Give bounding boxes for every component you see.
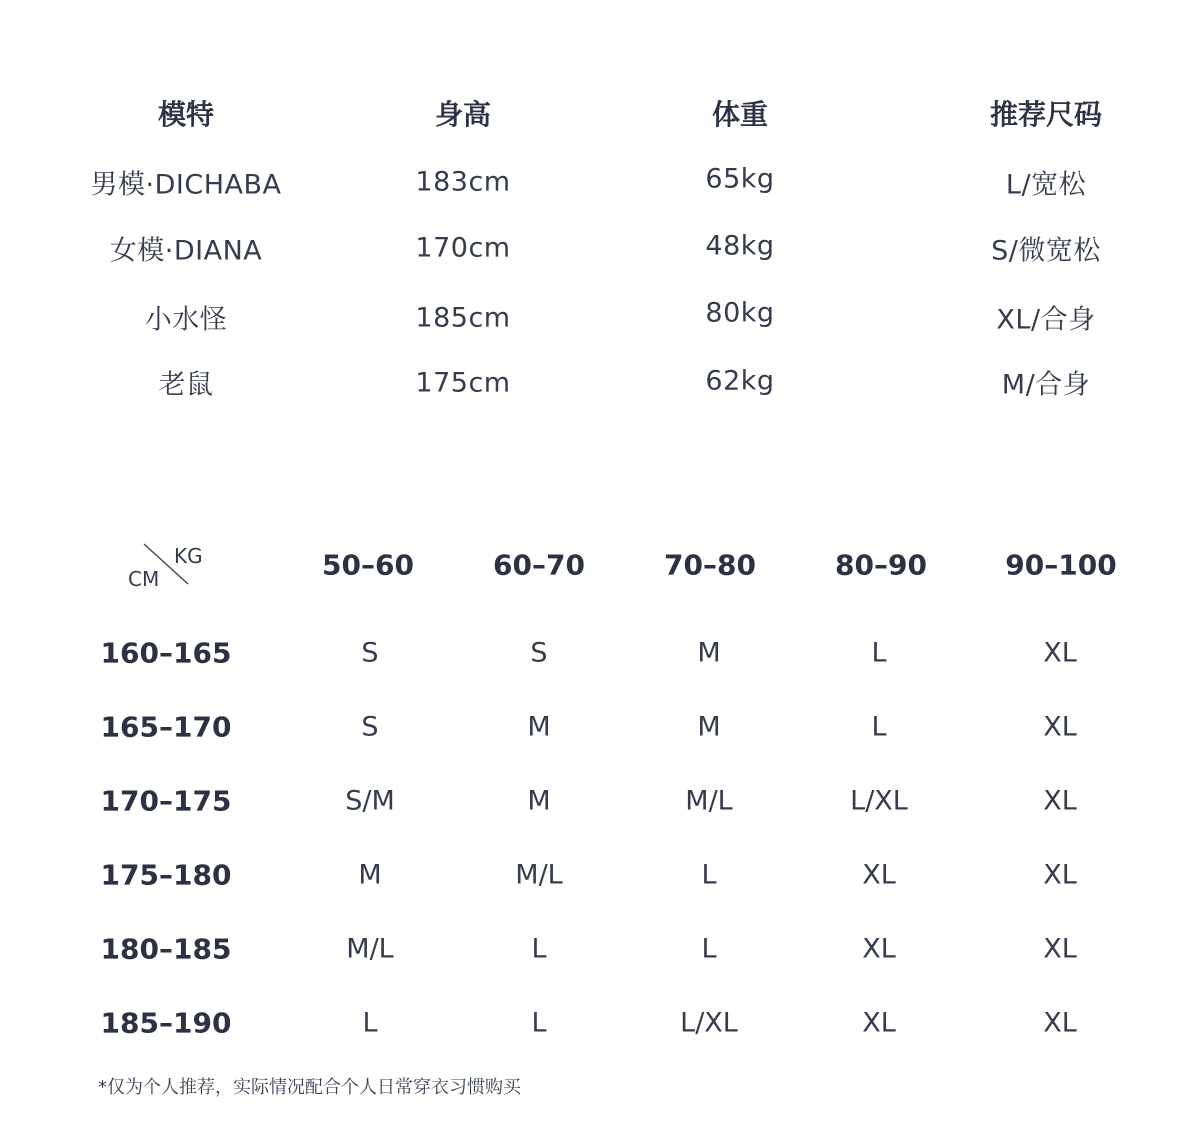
corner-cm-label: CM [128,567,160,591]
size-cell: S [361,637,379,669]
size-cell: M [358,859,382,891]
size-cell: XL [1043,785,1077,817]
corner-kg-label: KG [174,544,203,568]
size-cell: XL [1043,711,1077,743]
model-weight: 65kg [705,163,775,195]
model-weight: 80kg [705,297,775,329]
size-cell: L [531,1007,547,1039]
weight-header: 50–60 [322,548,414,582]
size-cell: XL [1043,1007,1077,1039]
model-size: M/合身 [1001,369,1091,401]
model-name: 小水怪 [144,304,228,336]
model-name: 男模·DICHABA [90,169,282,201]
size-cell: M/L [685,785,733,817]
corner-header [126,540,216,592]
model-height: 175cm [415,367,511,399]
model-weight: 48kg [705,230,775,262]
height-row-header: 185–190 [100,1006,232,1040]
size-cell: M/L [515,859,563,891]
size-cell: L [531,933,547,965]
model-name: 老鼠 [158,369,214,401]
model-height: 183cm [415,166,511,198]
size-cell: M [527,785,551,817]
model-size: S/微宽松 [991,235,1101,267]
size-cell: L [871,711,887,743]
size-cell: S [361,711,379,743]
size-cell: S/M [345,785,395,817]
size-cell: XL [862,933,896,965]
model-size: L/宽松 [1005,169,1087,201]
size-cell: M/L [346,933,394,965]
recommendation-note: *仅为个人推荐，实际情况配合个人日常穿衣习惯购买 [98,1077,521,1098]
size-cell: XL [862,859,896,891]
size-cell: M [697,711,721,743]
header-weight: 体重 [711,98,769,131]
size-cell: L [871,637,887,669]
size-cell: S [530,637,548,669]
model-height: 185cm [415,302,511,334]
height-row-header: 170–175 [100,784,232,818]
size-cell: M [527,711,551,743]
model-size: XL/合身 [996,304,1096,336]
model-name: 女模·DIANA [109,235,263,267]
size-cell: XL [1043,859,1077,891]
weight-header: 70–80 [664,548,756,582]
size-cell: L [701,859,717,891]
height-row-header: 165–170 [100,710,232,744]
size-cell: M [697,637,721,669]
weight-header: 60–70 [493,548,585,582]
size-cell: L [701,933,717,965]
height-row-header: 175–180 [100,858,232,892]
weight-header: 90–100 [1005,548,1117,582]
height-row-header: 160–165 [100,636,232,670]
size-cell: XL [1043,933,1077,965]
model-height: 170cm [415,232,511,264]
weight-header: 80–90 [835,548,927,582]
size-cell: L/XL [680,1007,738,1039]
size-cell: L [362,1007,378,1039]
size-cell: XL [1043,637,1077,669]
header-model: 模特 [157,98,215,131]
model-weight: 62kg [705,365,775,397]
header-recommended-size: 推荐尺码 [989,98,1103,131]
header-height: 身高 [434,98,492,131]
height-row-header: 180–185 [100,932,232,966]
size-cell: L/XL [850,785,908,817]
size-cell: XL [862,1007,896,1039]
